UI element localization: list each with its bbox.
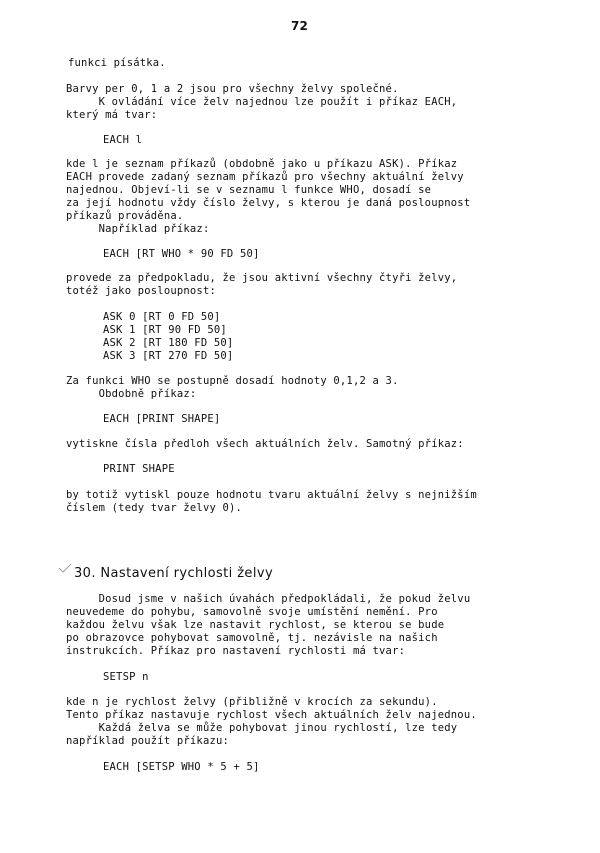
code-line: ASK 2 [RT 180 FD 50] (103, 337, 234, 349)
text-line: každou želvu však lze nastavit rychlost, se kterou se bude (66, 619, 445, 631)
text-line: Za funkci WHO se postupně dosadí hodnoty 0,1,2 a 3. (66, 375, 399, 387)
text-line: vytiskne čísla předloh všech aktuálních želv. Samotný příkaz: (66, 438, 464, 450)
text-line: který má tvar: (66, 109, 158, 121)
code-line: ASK 0 [RT 0 FD 50] (103, 311, 221, 323)
text-line: totéž jako posloupnost: (66, 285, 216, 297)
text-line: by totiž vytiskl pouze hodnotu tvaru aktuální želvy s nejnižším (66, 489, 477, 501)
text-line: provede za předpokladu, že jsou aktivní všechny čtyři želvy, (66, 272, 458, 284)
text-line: za její hodnotu vždy číslo želvy, s kterou je daná posloupnost (66, 197, 471, 209)
text-line: Každá želva se může pohybovat jinou rychlostí, lze tedy (66, 722, 458, 734)
text-line: Dosud jsme v našich úvahách předpokládali, že pokud želvu (66, 593, 471, 605)
text-line: Barvy per 0, 1 a 2 jsou pro všechny želvy společné. (66, 83, 399, 95)
text-line: Obdobně příkaz: (66, 388, 197, 400)
section-heading: 30. Nastavení rychlosti želvy (74, 566, 274, 581)
code-line: EACH [RT WHO * 90 FD 50] (103, 248, 260, 260)
code-line: EACH [SETSP WHO * 5 + 5] (103, 761, 260, 773)
text-line: číslem (tedy tvar želvy 0). (66, 502, 243, 514)
text-line: instrukcích. Příkaz pro nastavení rychlosti má tvar: (66, 645, 406, 657)
text-line: kde l je seznam příkazů (obdobně jako u příkazu ASK). Příkaz (66, 158, 458, 170)
text-line: EACH provede zadaný seznam příkazů pro všechny aktuální želvy (66, 171, 464, 183)
text-line: po obrazovce pohybovat samovolně, tj. nezávisle na našich (66, 632, 438, 644)
code-line: ASK 3 [RT 270 FD 50] (103, 350, 234, 362)
text-line: Například příkaz: (66, 223, 210, 235)
text-line: Tento příkaz nastavuje rychlost všech aktuálních želv najednou. (66, 709, 477, 721)
code-line: ASK 1 [RT 90 FD 50] (103, 324, 227, 336)
page-number: 72 (291, 19, 309, 33)
text-line: kde n je rychlost želvy (přibližně v krocích za sekundu). (66, 696, 438, 708)
check-mark-icon (58, 563, 72, 573)
text-line: neuvedeme do pohybu, samovolně svoje umístění nemění. Pro (66, 606, 438, 618)
text-line: najednou. Objeví-li se v seznamu l funkce WHO, dosadí se (66, 184, 432, 196)
code-line: SETSP n (103, 671, 149, 683)
code-line: PRINT SHAPE (103, 463, 175, 475)
code-line: EACH l (103, 134, 143, 146)
text-line: například použít příkazu: (66, 735, 230, 747)
text-line: K ovládání více želv najednou lze použít i příkaz EACH, (66, 96, 458, 108)
code-line: EACH [PRINT SHAPE] (103, 413, 221, 425)
text-line: funkci písátka. (68, 57, 166, 69)
text-line: příkazů prováděna. (66, 210, 184, 222)
